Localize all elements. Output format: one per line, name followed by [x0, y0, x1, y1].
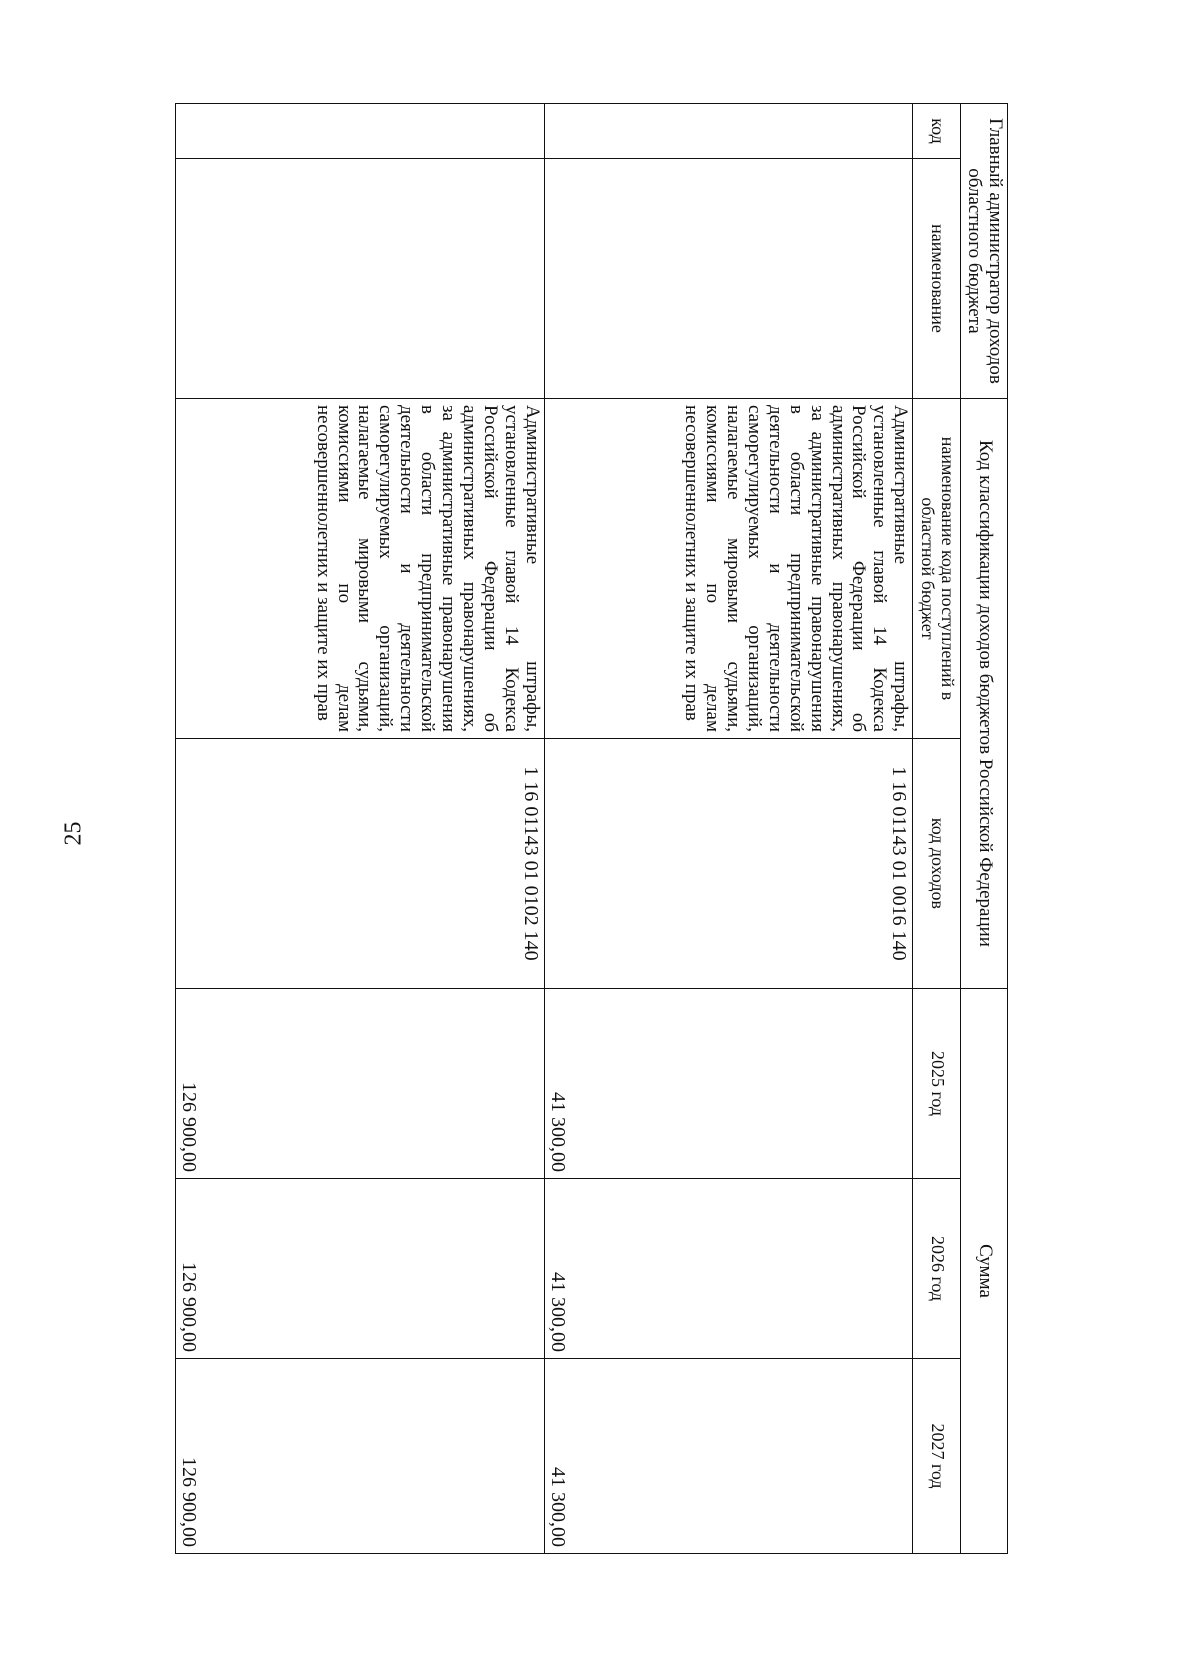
table-row [176, 104, 545, 1554]
row-revenue-name: Административные штрафы, установленные главой 14 Кодекса Российской Федерации об административных правонарушениях, за административные правонарушения в области предпринимательской деятельности и деятельности саморегулируемых организаций, налагаемые мировыми судьями, комиссиями по делам несовершеннолетних и защите их прав [176, 399, 545, 739]
row-sum-2027: 41 300,00 [544, 1359, 913, 1554]
row-revenue-code: 1 16 01143 01 0102 140 [176, 739, 545, 989]
header-col-name: наименование [913, 159, 961, 399]
header-col-2025: 2025 год [913, 989, 961, 1179]
header-col-code: код [913, 104, 961, 159]
row-admin-name [544, 159, 913, 399]
header-col-revenue-name: наименование кода поступлений в областной бюджет [913, 399, 961, 739]
row-sum-2025: 126 900,00 [176, 989, 545, 1179]
rotated-table-wrapper [175, 103, 1008, 1553]
header-group-sum: Сумма [961, 989, 1008, 1554]
header-col-revenue-code: код доходов [913, 739, 961, 989]
row-sum-2025: 41 300,00 [544, 989, 913, 1179]
row-admin-code [544, 104, 913, 159]
table-row [544, 104, 913, 1554]
row-admin-name [176, 159, 545, 399]
header-group-row [961, 104, 1008, 1554]
header-group-classification: Код классификации доходов бюджетов Российской Федерации [961, 399, 1008, 989]
revenue-table [175, 103, 1008, 1554]
row-revenue-name: Административные штрафы, установленные главой 14 Кодекса Российской Федерации об административных правонарушениях, за административные правонарушения в области предпринимательской деятельности и деятельности саморегулируемых организаций, налагаемые мировыми судьями, комиссиями по делам несовершеннолетних и защите их прав [544, 399, 913, 739]
row-sum-2026: 41 300,00 [544, 1179, 913, 1359]
row-sum-2026: 126 900,00 [176, 1179, 545, 1359]
page-number: 25 [60, 821, 87, 846]
header-col-2026: 2026 год [913, 1179, 961, 1359]
header-group-admin: Главный администратор доходов областного бюджета [961, 104, 1008, 399]
header-columns-row [913, 104, 961, 1554]
row-admin-code [176, 104, 545, 159]
row-revenue-code: 1 16 01143 01 0016 140 [544, 739, 913, 989]
header-col-2027: 2027 год [913, 1359, 961, 1554]
row-sum-2027: 126 900,00 [176, 1359, 545, 1554]
